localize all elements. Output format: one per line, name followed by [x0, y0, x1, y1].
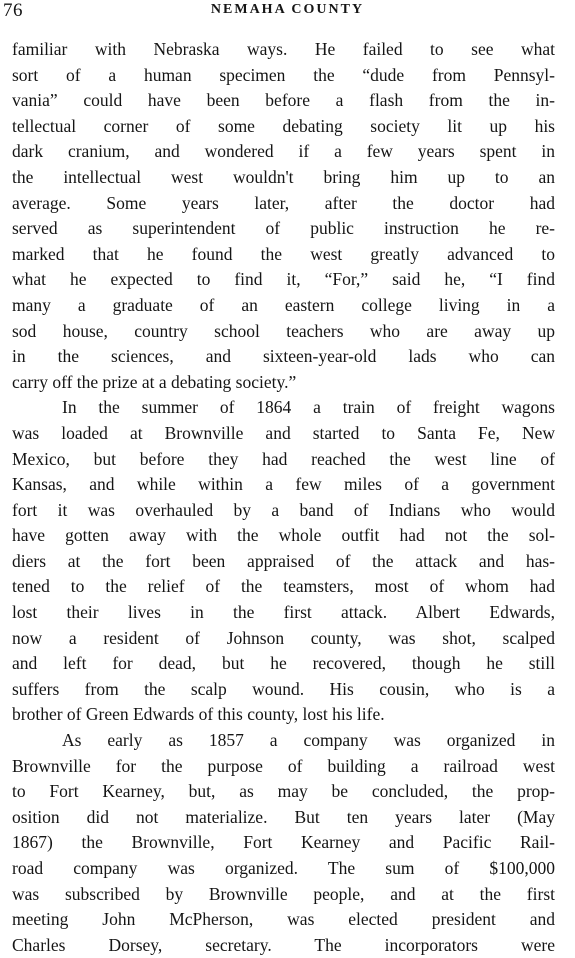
- text-line: fort it was overhauled by a band of Indians who would: [12, 499, 555, 520]
- text-line: brother of Green Edwards of this county, lost his life.: [12, 704, 385, 725]
- text-line: vania” could have been before a flash from the in-: [12, 90, 555, 111]
- text-line: familiar with Nebraska ways. He failed to see what: [12, 39, 555, 59]
- text-line: and left for dead, but he recovered, though he still: [12, 653, 555, 674]
- text-line: was subscribed by Brownville people, and at the first: [12, 883, 555, 904]
- text-line: the intellectual west wouldn't bring him up to an: [12, 166, 555, 187]
- text-line: road company was organized. The sum of $100,000: [12, 858, 555, 878]
- text-line: average. Some years later, after the doctor had: [12, 192, 555, 213]
- paragraph: [12, 728, 555, 958]
- text-line: sort of a human specimen the “dude from Pennsyl-: [12, 64, 555, 85]
- text-line: tellectual corner of some debating society lit up his: [12, 115, 555, 136]
- text-line: many a graduate of an eastern college living in a: [12, 294, 555, 315]
- text-line: what he expected to find it, “For,” said he, “I find: [12, 269, 555, 290]
- text-line: suffers from the scalp wound. His cousin, who is a: [12, 678, 555, 699]
- text-line: In the summer of 1864 a train of freight wagons: [62, 397, 555, 418]
- text-line: Kansas, and while within a few miles of a government: [12, 474, 555, 495]
- text-line: 1867) the Brownville, Fort Kearney and Pacific Rail-: [12, 832, 555, 853]
- paragraph: [12, 395, 555, 728]
- text-line: to Fort Kearney, but, as may be concluded, the prop-: [12, 781, 555, 802]
- text-line: Brownville for the purpose of building a railroad west: [12, 755, 555, 776]
- text-line: carry off the prize at a debating society.”: [12, 371, 297, 392]
- text-line: Charles Dorsey, secretary. The incorporators were: [12, 934, 555, 955]
- paragraph: [12, 37, 555, 395]
- text-line: sod house, country school teachers who are away up: [12, 320, 555, 341]
- text-line: now a resident of Johnson county, was shot, scalped: [12, 627, 555, 648]
- text-line: Mexico, but before they had reached the west line of: [12, 448, 555, 469]
- text-line: lost their lives in the first attack. Albert Edwards,: [12, 602, 555, 623]
- text-line: served as superintendent of public instruction he re-: [12, 218, 555, 239]
- page-header: [0, 0, 575, 24]
- text-line: osition did not materialize. But ten years later (May: [12, 806, 555, 827]
- text-line: diers at the fort been appraised of the attack and has-: [12, 550, 555, 571]
- text-line: dark cranium, and wondered if a few years spent in: [12, 141, 555, 162]
- page-number: 76: [3, 0, 23, 21]
- text-line: was loaded at Brownville and started to Santa Fe, New: [12, 422, 555, 443]
- text-line: meeting John McPherson, was elected president and: [12, 909, 555, 930]
- text-line: As early as 1857 a company was organized in: [62, 730, 555, 751]
- text-line: marked that he found the west greatly advanced to: [12, 243, 555, 264]
- body-text: [12, 37, 555, 958]
- text-line: tened to the relief of the teamsters, most of whom had: [12, 576, 555, 597]
- text-line: in the sciences, and sixteen-year-old lads who can: [12, 346, 555, 367]
- text-line: have gotten away with the whole outfit had not the sol-: [12, 525, 555, 546]
- running-head: NEMAHA COUNTY: [210, 2, 365, 17]
